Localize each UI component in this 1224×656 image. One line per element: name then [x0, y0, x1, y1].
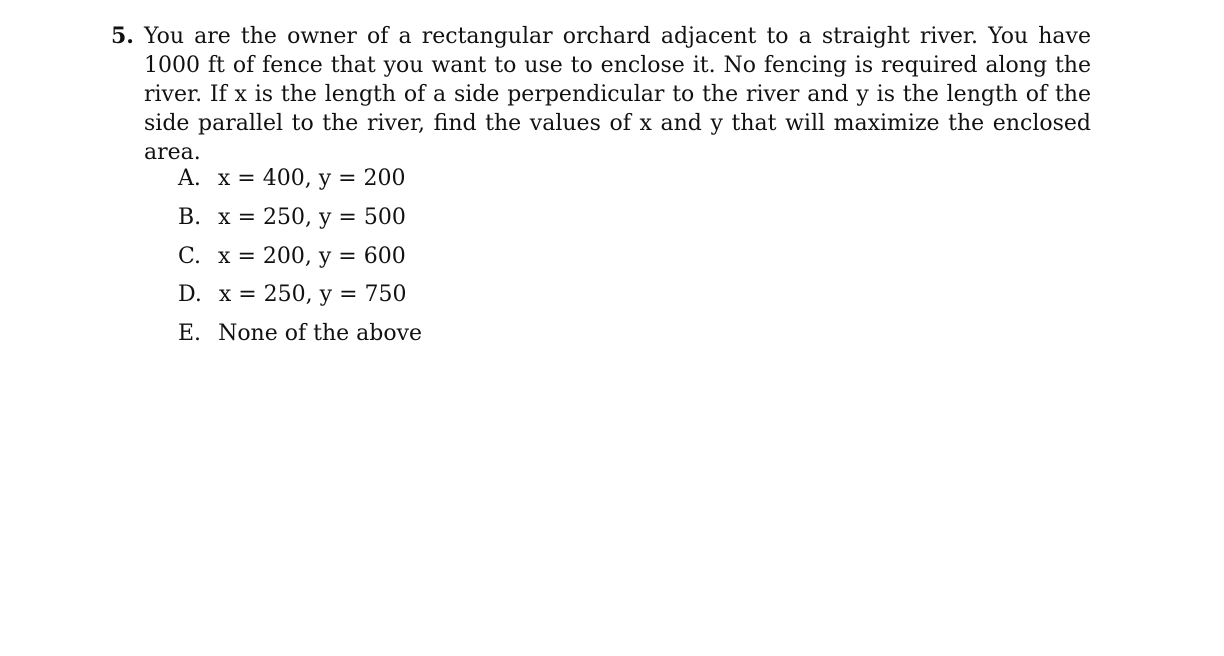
- choice-d: [178, 279, 422, 318]
- choice-letter: A.: [178, 166, 201, 191]
- choice-text: x = 250, y = 500: [218, 204, 406, 230]
- choice-b: [178, 202, 422, 241]
- choice-text: x = 400, y = 200: [217, 166, 406, 191]
- choice-letter: C.: [178, 243, 202, 269]
- choice-text: x = 250, y = 750: [218, 282, 407, 308]
- answer-choices: [178, 163, 422, 357]
- choice-letter: E.: [178, 321, 202, 347]
- choice-c: [178, 241, 422, 280]
- choice-text: x = 200, y = 600: [218, 243, 406, 269]
- choice-letter: B.: [178, 204, 202, 230]
- problem-text: You are the owner of a rectangular orchard adjacent to a straight river. You have 1000 ft of fence that you want to use to enclose it. No fencing is required along the river. If x is the length of a side perpendicular to the river and y is the length of the side parallel to the river, find the values of x and y that will maximize the enclosed area.: [144, 24, 1091, 165]
- problem-statement: [111, 22, 1091, 167]
- choice-letter: D.: [178, 282, 202, 308]
- problem-number: 5.: [111, 23, 134, 49]
- choice-text: None of the above: [218, 321, 423, 347]
- choice-a: [178, 163, 422, 202]
- choice-e: [178, 318, 422, 357]
